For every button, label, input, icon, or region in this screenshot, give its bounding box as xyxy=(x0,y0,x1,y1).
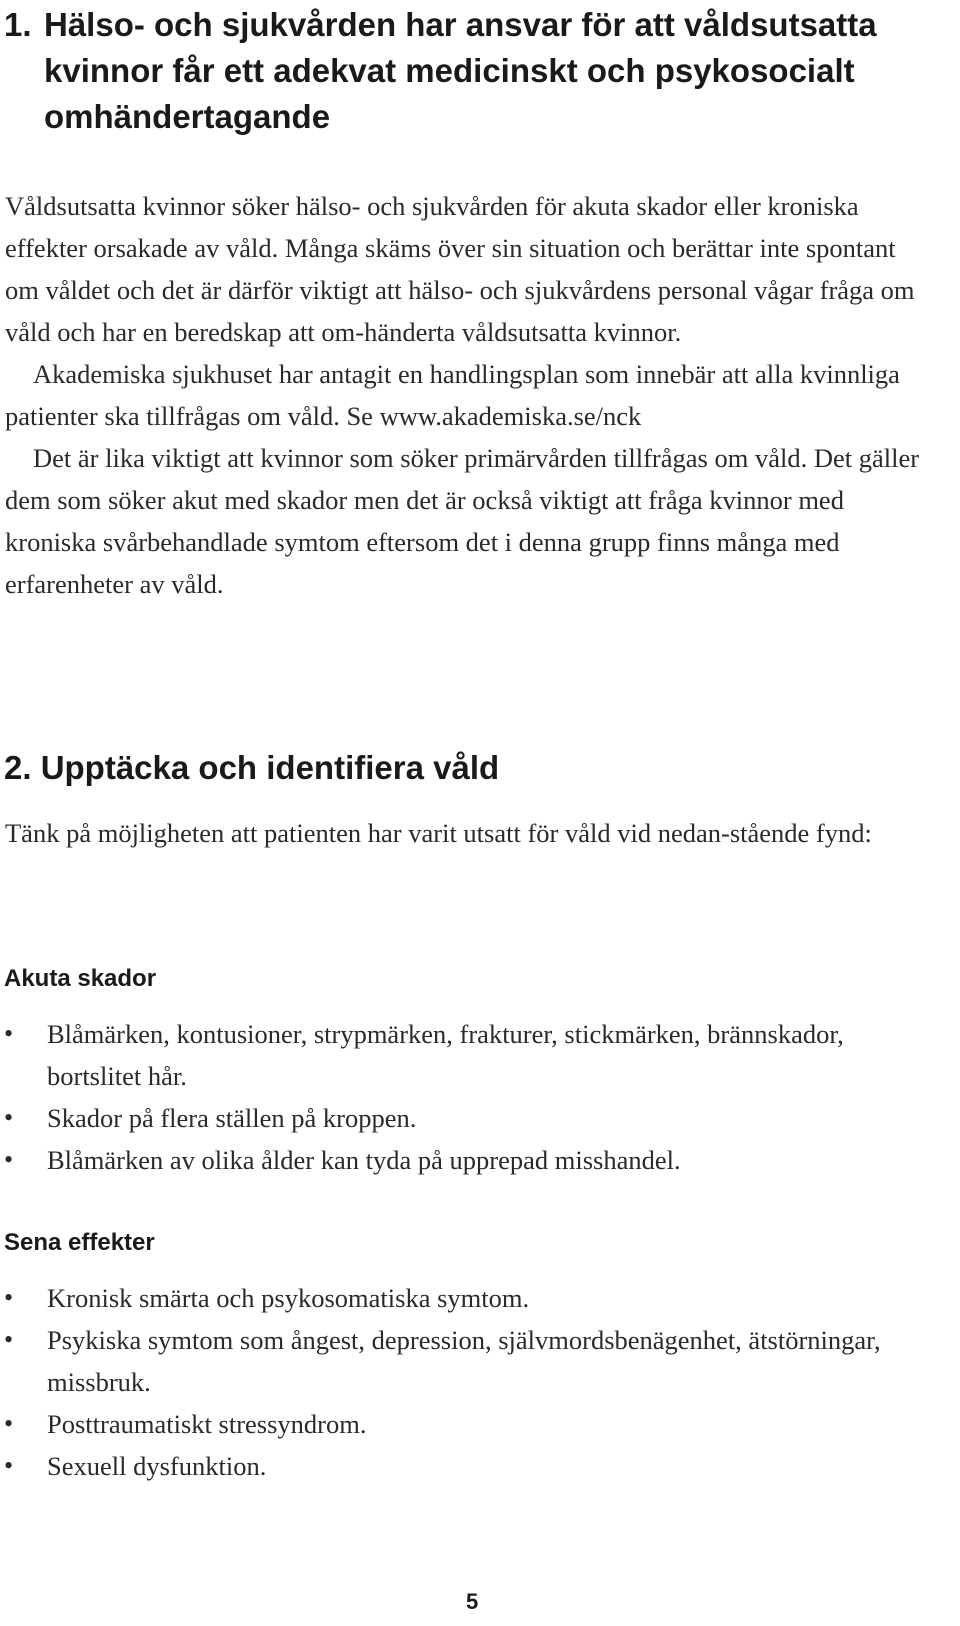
section-1-heading xyxy=(4,2,934,140)
late-effects-list xyxy=(0,1277,920,1487)
list-item-text: Posttraumatiskt stressyndrom. xyxy=(47,1409,367,1439)
list-item xyxy=(0,1277,920,1319)
bullet-icon: • xyxy=(4,1145,14,1174)
list-item xyxy=(0,1097,920,1139)
section-2-heading: 2. Upptäcka och identifiera våld xyxy=(4,749,500,786)
bullet-icon: • xyxy=(4,1325,14,1354)
section-1-paragraph-1: Våldsutsatta kvinnor söker hälso- och sjukvården för akuta skador eller kroniska effekter orsakade av våld. Många skäms över sin situation och berättar inte spontant om våldet och det är därför viktigt att hälso- och sjukvårdens personal vågar fråga om våld och har en beredskap att om-händerta våldsutsatta kvinnor. xyxy=(5,191,915,347)
section-1-title-line-3: omhändertagande xyxy=(44,98,331,135)
list-item-text: Blåmärken av olika ålder kan tyda på upprepad misshandel. xyxy=(47,1145,681,1175)
bullet-icon: • xyxy=(4,1019,14,1048)
list-item-text: Kronisk smärta och psykosomatiska symtom. xyxy=(47,1283,530,1313)
list-item-text: Skador på flera ställen på kroppen. xyxy=(47,1103,417,1133)
section-1-body xyxy=(5,185,925,605)
bullet-icon: • xyxy=(4,1451,14,1480)
page-number: 5 xyxy=(466,1589,479,1614)
bullet-icon: • xyxy=(4,1103,14,1132)
list-item xyxy=(0,1139,920,1181)
list-item xyxy=(0,1403,920,1445)
section-2-intro: Tänk på möjligheten att patienten har varit utsatt för våld vid nedan-stående fynd: xyxy=(5,818,872,848)
section-1-paragraph-3: Det är lika viktigt att kvinnor som söker primärvården tillfrågas om våld. Det gäller dem som söker akut med skador men det är också viktigt att fråga kvinnor med kroniska svårbehandlade symtom eftersom det i denna grupp finns många med erfarenheter av våld. xyxy=(5,443,920,599)
section-1-title-line-1: Hälso- och sjukvården har ansvar för att våldsutsatta xyxy=(44,6,877,43)
list-item-text: Sexuell dysfunktion. xyxy=(47,1451,267,1481)
bullet-icon: • xyxy=(4,1409,14,1438)
list-item xyxy=(0,1013,920,1097)
list-item-text: Blåmärken, kontusioner, strypmärken, frakturer, stickmärken, brännskador, bortslitet hår. xyxy=(47,1019,844,1091)
section-1-title-line-2: kvinnor får ett adekvat medicinskt och psykosocialt xyxy=(44,52,855,89)
late-effects-heading: Sena effekter xyxy=(4,1229,155,1256)
acute-injuries-list xyxy=(0,1013,920,1181)
acute-injuries-heading: Akuta skador xyxy=(4,965,157,992)
section-1-number: 1. xyxy=(4,6,32,43)
list-item-text: Psykiska symtom som ångest, depression, självmordsbenägenhet, ätstörningar, missbruk. xyxy=(47,1325,881,1397)
bullet-icon: • xyxy=(4,1283,14,1312)
list-item xyxy=(0,1319,920,1403)
section-1-paragraph-2: Akademiska sjukhuset har antagit en handlingsplan som innebär att alla kvinnliga patienter ska tillfrågas om våld. Se www.akademiska.se/nck xyxy=(5,359,900,431)
list-item xyxy=(0,1445,920,1487)
